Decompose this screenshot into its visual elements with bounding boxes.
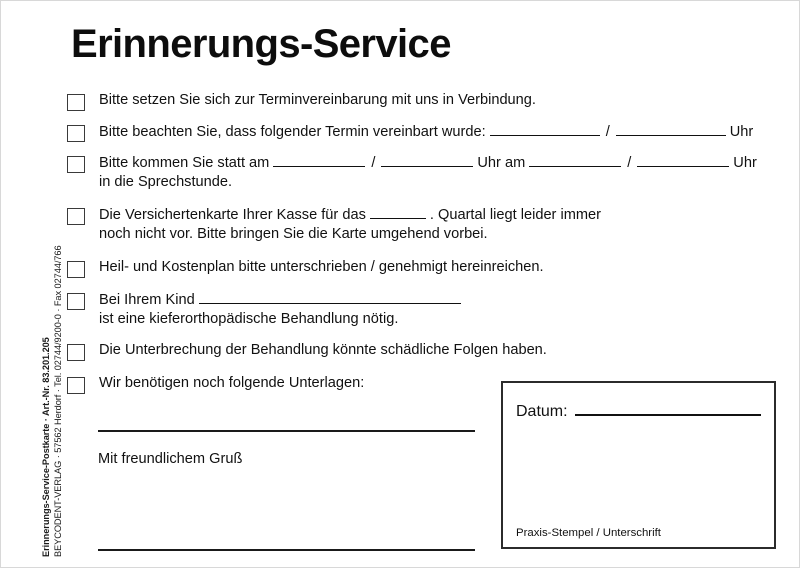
row-text: Bitte beachten Sie, dass folgender Termin vereinbart wurde: — [99, 124, 486, 140]
new-date-blank-field[interactable] — [529, 153, 621, 167]
imprint-product-line: Erinnerungs-Service-Postkarte · Art.-Nr. 83.201.205 — [41, 337, 51, 557]
row-text: Wir benötigen noch folgende Unterlagen: — [99, 375, 365, 391]
signature-write-line[interactable] — [98, 549, 475, 551]
publisher-imprint — [1, 1, 63, 568]
checkbox-termin-vereinbarung[interactable] — [67, 94, 85, 111]
checkbox-row-versichertenkarte[interactable] — [67, 205, 793, 244]
new-time-blank-field[interactable] — [637, 153, 729, 167]
checkbox-row-unterbrechung[interactable] — [67, 341, 793, 361]
old-date-blank-field[interactable] — [273, 153, 365, 167]
imprint-publisher-line: BEYCODENT-VERLAG · 57562 Herdorf · Tel. 02744/9200-0 · Fax 02744/766 — [53, 245, 63, 557]
checkbox-row-heil-kostenplan[interactable] — [67, 258, 793, 278]
unterlagen-write-line[interactable] — [98, 430, 475, 432]
datum-row — [516, 401, 761, 421]
checkbox-unterlagen[interactable] — [67, 377, 85, 394]
row-text-second-line: ist eine kieferorthopädische Behandlung nötig. — [99, 311, 399, 327]
practice-stamp-box[interactable] — [501, 381, 776, 549]
checkbox-termin-vereinbart[interactable] — [67, 125, 85, 142]
checkbox-unterbrechung[interactable] — [67, 344, 85, 361]
checkbox-heil-kostenplan[interactable] — [67, 261, 85, 278]
checkbox-statt-am[interactable] — [67, 156, 85, 173]
blank-separator-2: / — [627, 155, 632, 171]
row-text-tail: . Quartal liegt leider immer — [429, 207, 602, 223]
row-text-lead: Bitte kommen Sie statt am — [99, 155, 270, 171]
new-time-unit-label: Uhr — [733, 155, 757, 171]
datum-label: Datum: — [516, 403, 568, 420]
row-text-lead: Die Versichertenkarte Ihrer Kasse für das — [99, 207, 366, 223]
closing-greeting: Mit freundlichem Gruß — [98, 451, 243, 467]
row-text: Bitte setzen Sie sich zur Terminvereinbarung mit uns in Verbindung. — [99, 92, 536, 108]
blank-separator-1: / — [371, 155, 376, 171]
page-title: Erinnerungs-Service — [71, 22, 451, 66]
blank-separator: / — [605, 124, 610, 140]
checkbox-row-termin-vereinbart[interactable] — [67, 122, 793, 142]
row-text: Die Unterbrechung der Behandlung könnte schädliche Folgen haben. — [99, 342, 547, 358]
date-blank-field[interactable] — [490, 122, 600, 136]
quartal-blank-field[interactable] — [370, 205, 426, 219]
checkbox-row-statt-am[interactable] — [67, 153, 793, 192]
checkbox-versichertenkarte[interactable] — [67, 208, 85, 225]
old-time-blank-field[interactable] — [381, 153, 473, 167]
checkbox-row-bei-ihrem-kind[interactable] — [67, 290, 793, 329]
time-blank-field[interactable] — [616, 122, 726, 136]
checkbox-bei-ihrem-kind[interactable] — [67, 293, 85, 310]
row-text-second-line: in die Sprechstunde. — [99, 174, 233, 190]
row-text: Heil- und Kostenplan bitte unterschrieben / genehmigt hereinreichen. — [99, 259, 544, 275]
child-name-blank-field[interactable] — [199, 290, 461, 304]
datum-input-field[interactable] — [575, 401, 761, 416]
time-unit-label: Uhr — [729, 124, 754, 140]
row-text-lead: Bei Ihrem Kind — [99, 292, 195, 308]
row-text-second-line: noch nicht vor. Bitte bringen Sie die Karte umgehend vorbei. — [99, 226, 488, 242]
checkbox-list — [67, 91, 793, 394]
checkbox-row-termin-vereinbarung[interactable] — [67, 91, 793, 111]
stamp-caption: Praxis-Stempel / Unterschrift — [516, 527, 661, 539]
old-time-unit-label: Uhr am — [477, 155, 526, 171]
